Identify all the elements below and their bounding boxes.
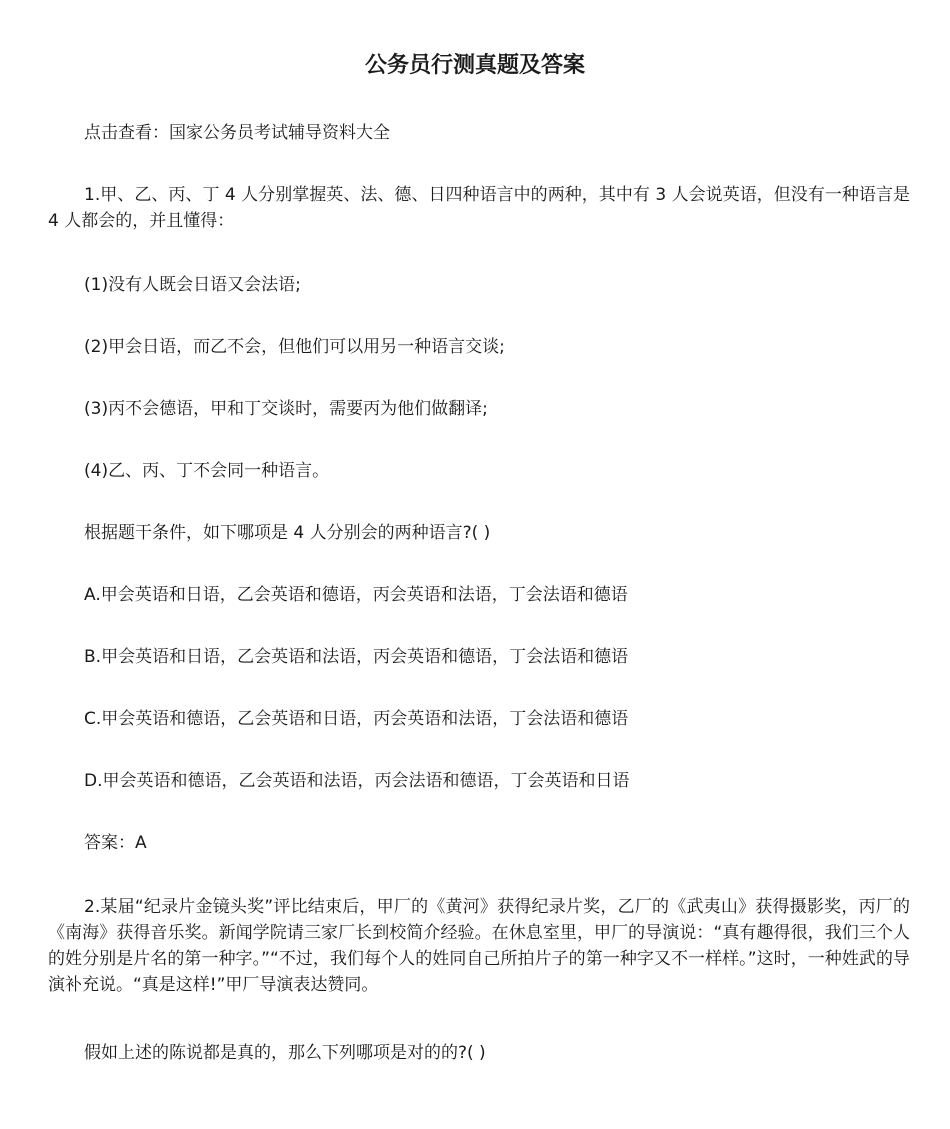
question-1-stem: 1.甲、乙、丙、丁 4 人分别掌握英、法、德、日四种语言中的两种，其中有 3 人会说英语，但没有一种语言是 4 人都会的，并且懂得：: [48, 185, 910, 231]
condition-4: (4)乙、丙、丁不会同一种语言。: [84, 461, 330, 481]
document-title: 公务员行测真题及答案: [364, 53, 585, 78]
question-1-answer: 答案：A: [84, 833, 147, 853]
option-c: C.甲会英语和德语，乙会英语和日语，丙会英语和法语，丁会法语和德语: [84, 709, 629, 729]
option-a: A.甲会英语和日语，乙会英语和德语，丙会英语和法语，丁会法语和德语: [84, 585, 628, 605]
question-1-prompt: 根据题干条件，如下哪项是 4 人分别会的两种语言?( ): [84, 523, 491, 543]
condition-1: (1)没有人既会日语又会法语;: [84, 275, 301, 295]
option-d: D.甲会英语和德语，乙会英语和法语，丙会法语和德语，丁会英语和日语: [84, 771, 630, 791]
question-2-stem: 2.某届“纪录片金镜头奖”评比结束后，甲厂的《黄河》获得纪录片奖，乙厂的《武夷山》获得摄影奖，丙厂的《南海》获得音乐奖。新闻学院请三家厂长到校简介经验。在休息室里，甲厂的导演说：“真有趣得很，我们三个人的姓分别是片名的第一种字。”“不过，我们每个人的姓同自己所拍片子的第一种字又不一样样。”这时，一种姓武的导演补充说。“真是这样!”甲厂导演表达赞同。: [48, 897, 910, 995]
option-b: B.甲会英语和日语，乙会英语和法语，丙会英语和德语，丁会法语和德语: [84, 647, 629, 667]
reference-link-line: 点击查看：国家公务员考试辅导资料大全: [84, 123, 390, 143]
condition-2: (2)甲会日语，而乙不会，但他们可以用另一种语言交谈;: [84, 337, 505, 357]
question-2-prompt: 假如上述的陈说都是真的，那么下列哪项是对的的?( ): [84, 1043, 486, 1063]
condition-3: (3)丙不会德语，甲和丁交谈时，需要丙为他们做翻译;: [84, 399, 488, 419]
